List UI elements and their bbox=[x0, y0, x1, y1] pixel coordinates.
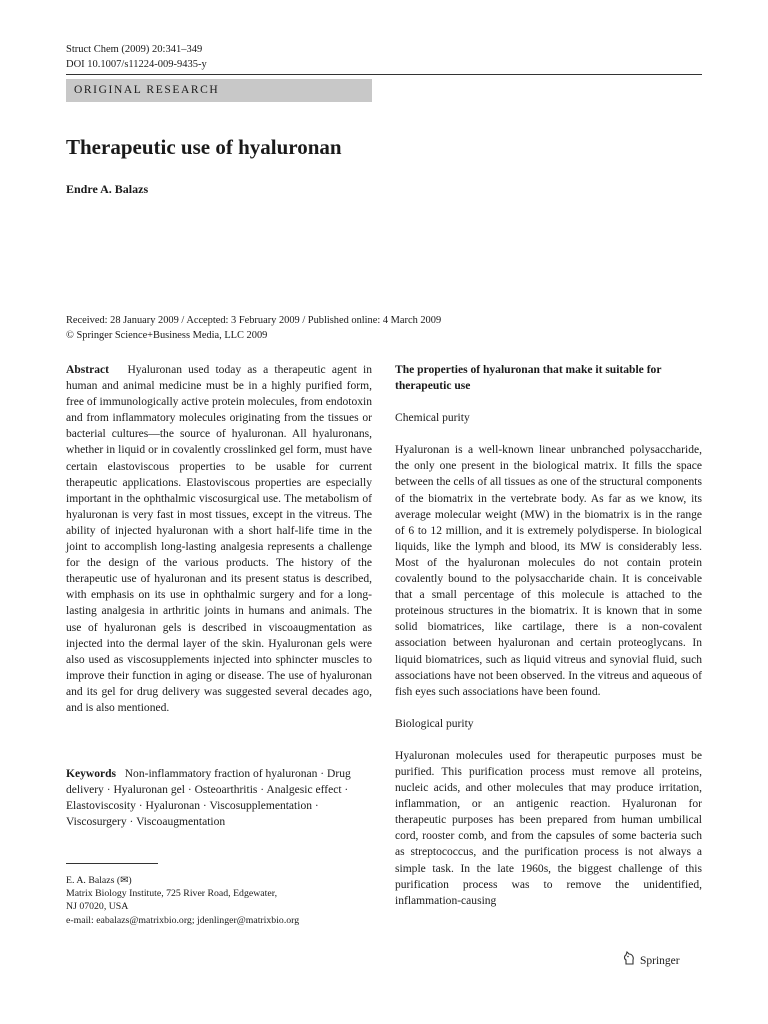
journal-citation: Struct Chem (2009) 20:341–349 bbox=[66, 44, 203, 55]
publisher-logo bbox=[622, 951, 680, 970]
affiliation-email[interactable]: e-mail: eabalazs@matrixbio.org; jdenlinger@matrixbio.org bbox=[66, 914, 300, 926]
affiliation-institute: Matrix Biology Institute, 725 River Road, Edgewater, bbox=[66, 888, 278, 900]
doi[interactable]: DOI 10.1007/s11224-009-9435-y bbox=[66, 59, 207, 70]
subsection-biological-purity: Biological purity bbox=[395, 717, 474, 730]
springer-knight-icon bbox=[622, 951, 636, 970]
paragraph-chemical-purity: Hyaluronan is a well-known linear unbranched polysaccharide, the only one present in the biological matrix. It fills the space between the cells of all tissues as one of the structural components of the biomatrix in the vertebrate body. As far as we know, its average molecular weight (MW) in the biomatrix is in the range of 6 to 12 million, and it is extremely polydisperse. In biological liquids, like the lymph and blood, its MW is considerably less. Most of the hyaluronan molecules do not contain protein covalently bound to the polysaccharide chain. It is conceivable that a small percentage of this molecule is attached to the proteinous structures in the biomatrix. It is known that in some solid biomatrices, like cartilage, there is a non-covalent association between hyaluronan and certain proteoglycans. In liquid biomatrices, such as liquid vitreus and synovial fluid, such associations have not been observed. In the vitreus and aqueous of fish eyes such associations have been found. bbox=[395, 444, 702, 698]
paragraph-biological-purity: Hyaluronan molecules used for therapeutic purposes must be purified. This purification process must remove all proteins, nucleic acids, and other molecules that may produce irritation, inflammation, or an antigenic reaction. Hyaluronan for therapeutic purposes has been prepared from human umbilical cord, rooster comb, and from the capsules of some bacteria such as streptococcus, and the purification process is not always a simple task. In the late 1960s, the biggest challenge of this purification process was to remove the unidentified, inflammation-causing bbox=[395, 749, 702, 907]
dates-line: Received: 28 January 2009 / Accepted: 3 February 2009 / Published online: 4 March 2009 bbox=[66, 315, 442, 326]
affiliation-divider bbox=[66, 863, 158, 864]
abstract-label: Abstract bbox=[66, 364, 109, 376]
affiliation-name: E. A. Balazs (✉) bbox=[66, 875, 132, 886]
keywords-label: Keywords bbox=[66, 768, 117, 780]
publication-history bbox=[66, 313, 706, 343]
affiliation-city: NJ 07020, USA bbox=[66, 901, 129, 913]
article-type-band: ORIGINAL RESEARCH bbox=[66, 79, 372, 102]
abstract-text: Hyaluronan used today as a therapeutic agent in human and animal medicine must be in a highly purified form, free of immunologically active protein molecules, from endotoxin and from inflammatory molecules originating from the tissues or bacterial cultures—the source of hyaluronan. All hyaluronans, whether in liquid or in covalently crosslinked gel form, must have certain elastoviscous properties to be usable for current therapeutic applications. Elastoviscous properties are especially important in the ophthalmic viscosurgical use. The metabolism of hyaluronan is very fast in most tissues, except in the vitreus. The ability of injected hyaluronan with a short half-life time in the joint to accomplish long-lasting analgesia represents a challenge for the design of the various products. The history of the therapeutic use of hyaluronan and its present status is described, with emphasis on its use in ophthalmic surgery and for a long-lasting analgesia in arthritic joints in humans and animals. The use of hyaluronan gels is described in viscoaugmentation as injected into the dermal layer of the skin. Hyaluronan gels were also used as viscosupplements injected into sphincter muscles to improve their function in aging or disease. The use of hyaluronan and its gel for drug delivery was suggested several decades ago, and is also mentioned. bbox=[66, 364, 372, 714]
keywords-block bbox=[66, 766, 372, 830]
abstract-block bbox=[66, 362, 372, 716]
keywords-text: Non-inflammatory fraction of hyaluronan · Drug delivery · Hyaluronan gel · Osteoarthritis · Analgesic effect · Elastoviscosity · Hyaluronan · Viscosupplementation · Viscosurgery · Viscoaugmentation bbox=[66, 768, 351, 829]
journal-citation-block bbox=[66, 42, 207, 72]
body-column bbox=[395, 362, 702, 909]
header-divider bbox=[66, 74, 702, 75]
section-heading: The properties of hyaluronan that make it suitable for therapeutic use bbox=[395, 364, 662, 393]
author-name: Endre A. Balazs bbox=[66, 182, 149, 196]
copyright-line: © Springer Science+Business Media, LLC 2009 bbox=[66, 330, 268, 341]
publisher-name: Springer bbox=[640, 954, 680, 967]
article-title: Therapeutic use of hyaluronan bbox=[66, 135, 342, 159]
affiliation-block bbox=[66, 874, 372, 927]
subsection-chemical-purity: Chemical purity bbox=[395, 412, 470, 425]
